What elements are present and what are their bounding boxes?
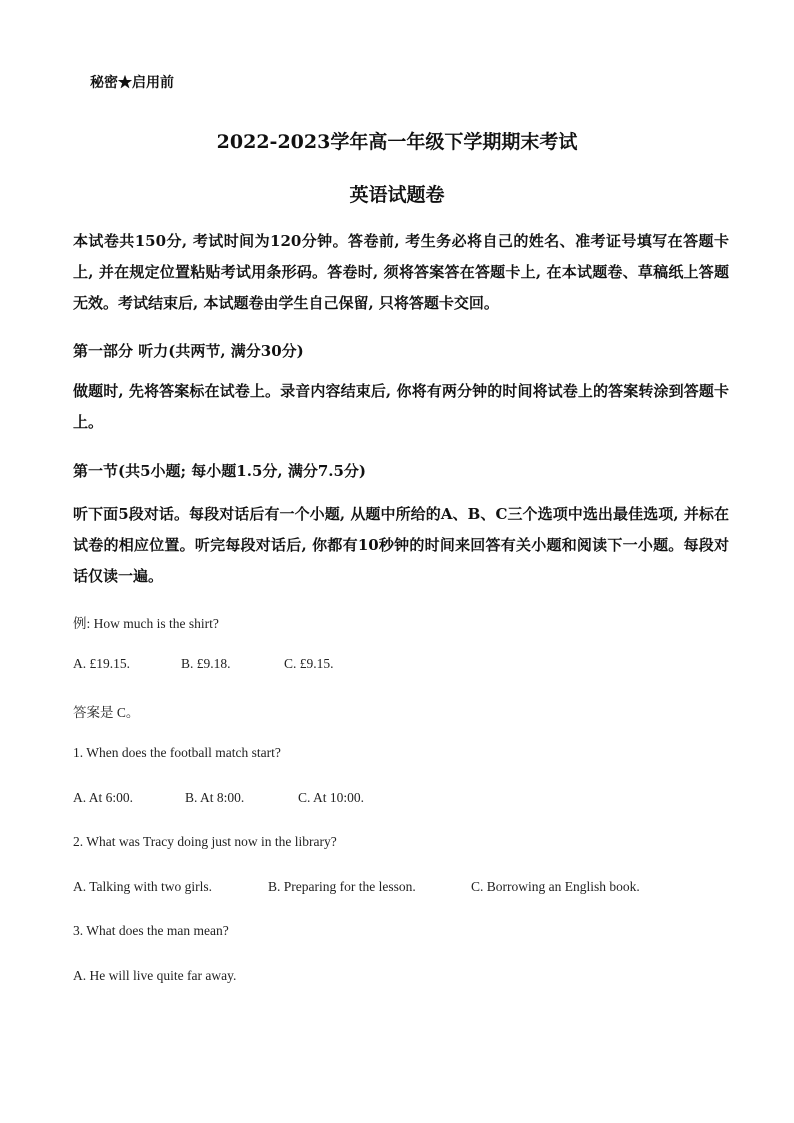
example-answer: 答案是 C。: [73, 705, 140, 720]
question-3: 3. What does the man mean?: [73, 923, 229, 938]
question-1: 1. When does the football match start?: [73, 745, 281, 760]
example-option-c: C. £9.15.: [284, 656, 334, 671]
section1-heading: 第一节(共5小题; 每小题1.5分, 满分7.5分): [73, 462, 367, 480]
part1-note: 做题时, 先将答案标在试卷上。录音内容结束后, 你将有两分钟的时间将试卷上的答案转涂到答题卡上。: [73, 382, 729, 431]
example-option-b: B. £9.18.: [181, 656, 231, 671]
example-option-a: A. £19.15.: [73, 656, 130, 671]
example-question: 例: How much is the shirt?: [73, 616, 219, 631]
question-2: 2. What was Tracy doing just now in the library?: [73, 834, 337, 849]
part1-heading: 第一部分 听力(共两节, 满分30分): [73, 342, 304, 360]
question-2-option-b: B. Preparing for the lesson.: [268, 879, 416, 894]
question-3-option-a: A. He will live quite far away.: [73, 968, 237, 983]
instructions-paragraph: 本试卷共150分, 考试时间为120分钟。答卷前, 考生务必将自己的姓名、准考证号填写在答题卡上, 并在规定位置粘贴考试用条形码。答卷时, 须将答案答在答题卡上, 在本试题卷、草稿纸上答题无效。考试结束后, 本试题卷由学生自己保留, 只将答题卡交回。: [73, 232, 729, 312]
question-1-option-b: B. At 8:00.: [185, 790, 245, 805]
exam-title: 2022-2023学年高一年级下学期期末考试: [216, 131, 578, 153]
section1-directions: 听下面5段对话。每段对话后有一个小题, 从题中所给的A、B、C三个选项中选出最佳选项, 并标在试卷的相应位置。听完每段对话后, 你都有10秒钟的时间来回答有关小题和阅读下一小题。每段对话仅读一遍。: [73, 505, 729, 585]
confidential-label: 秘密★启用前: [90, 75, 174, 91]
question-1-option-c: C. At 10:00.: [298, 790, 365, 805]
question-1-option-a: A. At 6:00.: [73, 790, 134, 805]
exam-subtitle: 英语试题卷: [349, 184, 445, 206]
question-2-option-a: A. Talking with two girls.: [73, 879, 213, 894]
question-2-option-c: C. Borrowing an English book.: [471, 879, 640, 894]
